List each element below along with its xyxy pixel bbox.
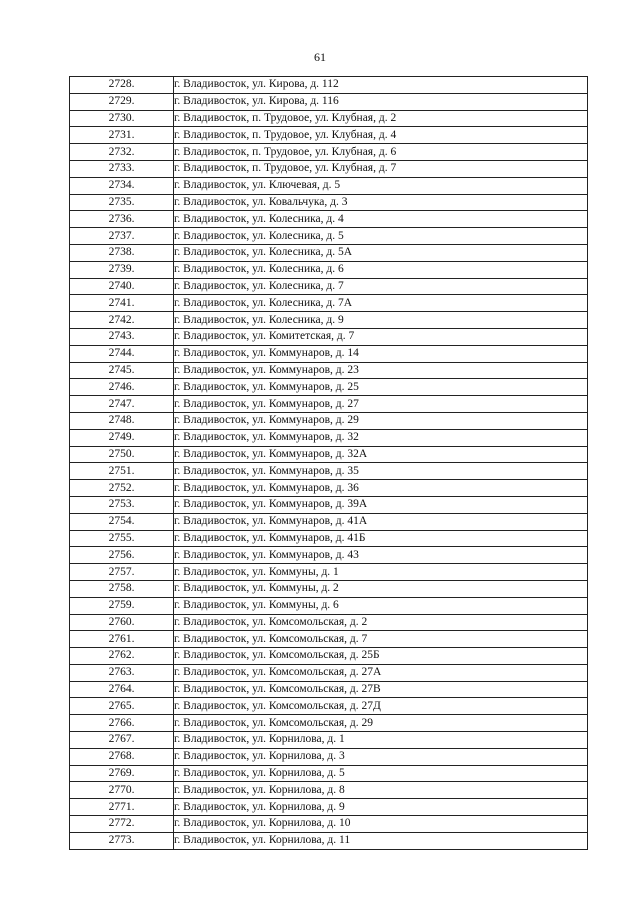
table-row: [70, 412, 588, 429]
table-row: [70, 732, 588, 749]
table-row: [70, 328, 588, 345]
row-address: г. Владивосток, п. Трудовое, ул. Клубная, д. 7: [174, 160, 588, 177]
row-number: 2733.: [70, 160, 174, 177]
page-number: 61: [314, 50, 326, 64]
table-row: [70, 782, 588, 799]
row-number: 2749.: [70, 429, 174, 446]
row-number: 2769.: [70, 765, 174, 782]
row-number: 2738.: [70, 244, 174, 261]
row-address: г. Владивосток, ул. Коммуны, д. 1: [174, 564, 588, 581]
row-address: г. Владивосток, ул. Кирова, д. 112: [174, 77, 588, 94]
table-row: [70, 715, 588, 732]
row-address: г. Владивосток, ул. Колесника, д. 4: [174, 211, 588, 228]
row-number: 2765.: [70, 698, 174, 715]
table-row: [70, 211, 588, 228]
row-address: г. Владивосток, ул. Коммунаров, д. 43: [174, 547, 588, 564]
row-address: г. Владивосток, ул. Комсомольская, д. 27А: [174, 664, 588, 681]
row-number: 2759.: [70, 597, 174, 614]
table-row: [70, 295, 588, 312]
row-address: г. Владивосток, ул. Ковальчука, д. 3: [174, 194, 588, 211]
row-address: г. Владивосток, ул. Комсомольская, д. 25Б: [174, 648, 588, 665]
table-row: [70, 564, 588, 581]
row-address: г. Владивосток, п. Трудовое, ул. Клубная, д. 6: [174, 144, 588, 161]
row-address: г. Владивосток, ул. Комсомольская, д. 27В: [174, 681, 588, 698]
row-number: 2731.: [70, 127, 174, 144]
row-number: 2740.: [70, 278, 174, 295]
row-address: г. Владивосток, ул. Корнилова, д. 9: [174, 799, 588, 816]
row-number: 2736.: [70, 211, 174, 228]
row-address: г. Владивосток, ул. Колесника, д. 7А: [174, 295, 588, 312]
row-number: 2754.: [70, 513, 174, 530]
row-number: 2762.: [70, 648, 174, 665]
row-number: 2755.: [70, 530, 174, 547]
row-address: г. Владивосток, ул. Кирова, д. 116: [174, 93, 588, 110]
row-address: г. Владивосток, ул. Коммунаров, д. 41Б: [174, 530, 588, 547]
row-address: г. Владивосток, ул. Корнилова, д. 5: [174, 765, 588, 782]
row-number: 2756.: [70, 547, 174, 564]
table-row: [70, 513, 588, 530]
row-address: г. Владивосток, ул. Коммунаров, д. 41А: [174, 513, 588, 530]
table-row: [70, 648, 588, 665]
row-number: 2729.: [70, 93, 174, 110]
table-row: [70, 530, 588, 547]
row-number: 2771.: [70, 799, 174, 816]
table-row: [70, 463, 588, 480]
row-number: 2732.: [70, 144, 174, 161]
row-number: 2768.: [70, 748, 174, 765]
table-row: [70, 832, 588, 849]
row-address: г. Владивосток, ул. Коммунаров, д. 27: [174, 396, 588, 413]
table-row: [70, 379, 588, 396]
row-number: 2744.: [70, 345, 174, 362]
row-address: г. Владивосток, ул. Коммунаров, д. 32А: [174, 446, 588, 463]
row-number: 2741.: [70, 295, 174, 312]
row-address: г. Владивосток, ул. Коммуны, д. 6: [174, 597, 588, 614]
table-row: [70, 547, 588, 564]
row-number: 2743.: [70, 328, 174, 345]
row-number: 2745.: [70, 362, 174, 379]
table-row: [70, 144, 588, 161]
row-address: г. Владивосток, ул. Коммунаров, д. 23: [174, 362, 588, 379]
table-row: [70, 127, 588, 144]
row-number: 2760.: [70, 614, 174, 631]
row-number: 2752.: [70, 480, 174, 497]
table-row: [70, 698, 588, 715]
row-number: 2773.: [70, 832, 174, 849]
row-address: г. Владивосток, ул. Колесника, д. 7: [174, 278, 588, 295]
row-number: 2739.: [70, 261, 174, 278]
table-row: [70, 748, 588, 765]
row-address: г. Владивосток, п. Трудовое, ул. Клубная, д. 4: [174, 127, 588, 144]
row-number: 2758.: [70, 580, 174, 597]
row-number: 2761.: [70, 631, 174, 648]
table-row: [70, 816, 588, 833]
row-number: 2757.: [70, 564, 174, 581]
row-number: 2764.: [70, 681, 174, 698]
row-address: г. Владивосток, ул. Колесника, д. 5А: [174, 244, 588, 261]
row-address: г. Владивосток, ул. Комсомольская, д. 2: [174, 614, 588, 631]
row-address: г. Владивосток, ул. Коммунаров, д. 32: [174, 429, 588, 446]
row-address: г. Владивосток, ул. Комитетская, д. 7: [174, 328, 588, 345]
table-row: [70, 496, 588, 513]
table-row: [70, 580, 588, 597]
row-address: г. Владивосток, ул. Коммунаров, д. 35: [174, 463, 588, 480]
table-row: [70, 244, 588, 261]
row-number: 2734.: [70, 177, 174, 194]
row-address: г. Владивосток, ул. Корнилова, д. 10: [174, 816, 588, 833]
row-number: 2770.: [70, 782, 174, 799]
row-address: г. Владивосток, ул. Коммунаров, д. 29: [174, 412, 588, 429]
table-row: [70, 160, 588, 177]
row-number: 2728.: [70, 77, 174, 94]
row-address: г. Владивосток, ул. Колесника, д. 9: [174, 312, 588, 329]
row-address: г. Владивосток, ул. Коммунаров, д. 39А: [174, 496, 588, 513]
table-row: [70, 429, 588, 446]
table-row: [70, 597, 588, 614]
row-number: 2751.: [70, 463, 174, 480]
row-number: 2742.: [70, 312, 174, 329]
table-row: [70, 765, 588, 782]
row-number: 2735.: [70, 194, 174, 211]
row-number: 2753.: [70, 496, 174, 513]
table-row: [70, 194, 588, 211]
table-row: [70, 480, 588, 497]
row-address: г. Владивосток, ул. Комсомольская, д. 7: [174, 631, 588, 648]
table-row: [70, 396, 588, 413]
row-number: 2763.: [70, 664, 174, 681]
table-row: [70, 93, 588, 110]
row-address: г. Владивосток, ул. Комсомольская, д. 29: [174, 715, 588, 732]
row-number: 2746.: [70, 379, 174, 396]
row-address: г. Владивосток, ул. Коммуны, д. 2: [174, 580, 588, 597]
table-row: [70, 446, 588, 463]
table-row: [70, 614, 588, 631]
row-number: 2747.: [70, 396, 174, 413]
row-address: г. Владивосток, п. Трудовое, ул. Клубная, д. 2: [174, 110, 588, 127]
table-row: [70, 228, 588, 245]
row-number: 2767.: [70, 732, 174, 749]
table-row: [70, 177, 588, 194]
table-row: [70, 345, 588, 362]
row-address: г. Владивосток, ул. Колесника, д. 6: [174, 261, 588, 278]
row-number: 2766.: [70, 715, 174, 732]
row-number: 2750.: [70, 446, 174, 463]
address-table-body: [70, 77, 588, 850]
row-number: 2730.: [70, 110, 174, 127]
table-row: [70, 631, 588, 648]
row-number: 2748.: [70, 412, 174, 429]
row-address: г. Владивосток, ул. Коммунаров, д. 25: [174, 379, 588, 396]
row-address: г. Владивосток, ул. Корнилова, д. 1: [174, 732, 588, 749]
address-table: [69, 76, 588, 850]
table-row: [70, 278, 588, 295]
row-number: 2737.: [70, 228, 174, 245]
row-address: г. Владивосток, ул. Корнилова, д. 8: [174, 782, 588, 799]
row-address: г. Владивосток, ул. Коммунаров, д. 14: [174, 345, 588, 362]
row-address: г. Владивосток, ул. Ключевая, д. 5: [174, 177, 588, 194]
row-address: г. Владивосток, ул. Корнилова, д. 3: [174, 748, 588, 765]
table-row: [70, 261, 588, 278]
row-address: г. Владивосток, ул. Колесника, д. 5: [174, 228, 588, 245]
table-row: [70, 681, 588, 698]
row-address: г. Владивосток, ул. Комсомольская, д. 27Д: [174, 698, 588, 715]
table-row: [70, 664, 588, 681]
table-row: [70, 799, 588, 816]
table-row: [70, 77, 588, 94]
row-address: г. Владивосток, ул. Коммунаров, д. 36: [174, 480, 588, 497]
table-row: [70, 362, 588, 379]
row-address: г. Владивосток, ул. Корнилова, д. 11: [174, 832, 588, 849]
row-number: 2772.: [70, 816, 174, 833]
table-row: [70, 110, 588, 127]
table-row: [70, 312, 588, 329]
